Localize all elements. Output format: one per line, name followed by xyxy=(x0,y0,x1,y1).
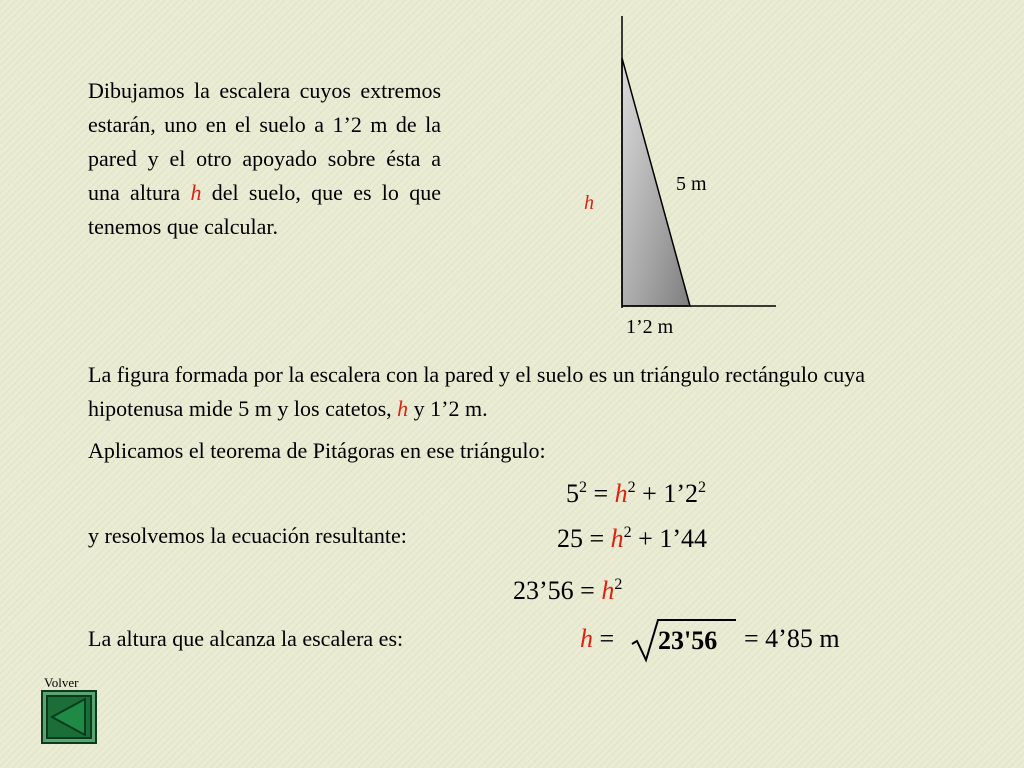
eq3-var-h: h xyxy=(601,576,615,605)
intro-text-2: del suelo, que es lo que tenemos que calcular. xyxy=(88,180,441,239)
equation-4 xyxy=(580,624,614,654)
volver-label: Volver xyxy=(44,675,79,690)
pythagoras-text: Aplicamos el teorema de Pitágoras en ese triángulo: xyxy=(88,438,546,463)
equation-3 xyxy=(513,576,622,606)
eq2-rest: + 1’44 xyxy=(631,524,707,553)
eq2-lhs: 25 = xyxy=(557,524,611,553)
back-arrow-icon xyxy=(41,690,97,744)
eq1-equals: = xyxy=(587,479,615,508)
eq1-exp-a: 2 xyxy=(579,479,587,496)
intro-var-h: h xyxy=(190,180,202,205)
hypotenuse-label: 5 m xyxy=(676,173,707,195)
eq2-exp-h: 2 xyxy=(623,524,632,541)
eq1-var-h: h xyxy=(614,479,628,508)
equation-1 xyxy=(566,479,706,509)
eq1-base: 5 xyxy=(566,479,579,508)
eq3-lhs: 23’56 = xyxy=(513,576,602,605)
eq1-rest: + 1’2 xyxy=(635,479,698,508)
result-value: = 4’85 m xyxy=(744,624,840,653)
height-label: h xyxy=(584,192,594,214)
volver-button[interactable] xyxy=(41,690,97,744)
eq3-exp-h: 2 xyxy=(614,576,623,593)
equation-2 xyxy=(557,524,707,554)
eq1-exp-r: 2 xyxy=(698,479,706,496)
intro-paragraph xyxy=(88,74,441,244)
eq4-var-h: h xyxy=(580,624,593,653)
para2-var-h: h xyxy=(397,396,409,421)
para2-text-1: La figura formada por la escalera con la pared y el suelo es un triángulo rectángulo cuya hipotenusa mide 5 m y los catetos, xyxy=(88,362,865,421)
height-result-text: La altura que alcanza la escalera es: xyxy=(88,626,404,651)
solve-text: y resolvemos la ecuación resultante: xyxy=(88,523,407,548)
eq1-exp-h: 2 xyxy=(627,479,636,496)
triangle-description xyxy=(88,358,918,426)
base-label: 1’2 m xyxy=(626,316,674,338)
para2-text-2: y 1’2 m. xyxy=(408,396,488,421)
eq4-equals: = xyxy=(593,624,615,653)
intro-text-1: Dibujamos la escalera cuyos extremos estarán, uno en el suelo a 1’2 m de la pared y el otro apoyado sobre ésta a una altura xyxy=(88,78,441,205)
eq2-var-h: h xyxy=(610,524,624,553)
radicand-value: 23'56 xyxy=(658,626,718,655)
